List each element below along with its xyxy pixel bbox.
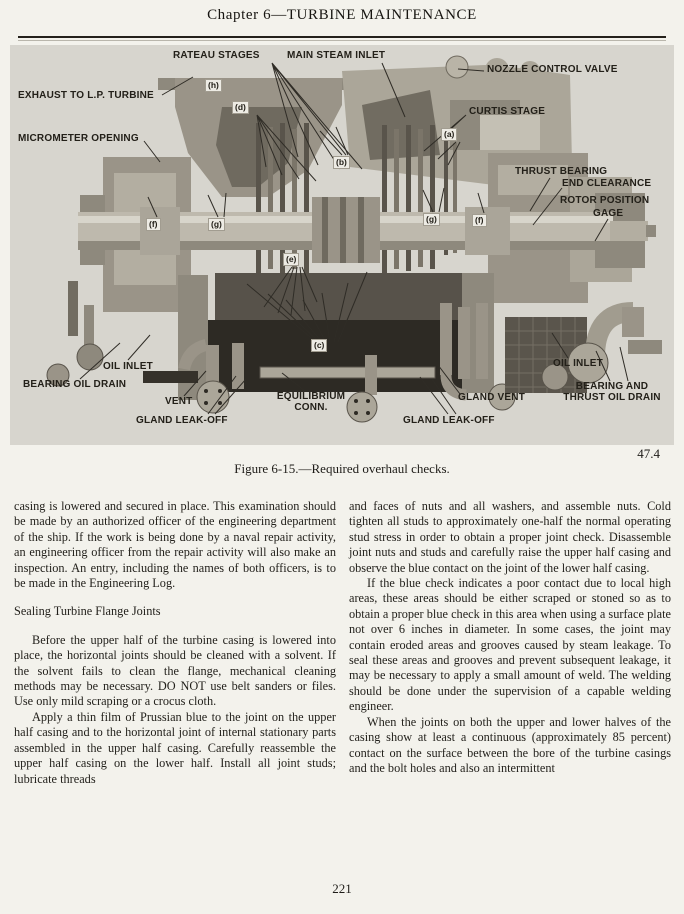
label-rotor-position-gage: GAGE (593, 208, 624, 219)
label-bearing-oil-drain: BEARING OIL DRAIN (23, 379, 127, 390)
section-heading: Sealing Turbine Flange Joints (14, 604, 161, 619)
figure-6-15 (10, 45, 674, 445)
label-equilibrium-line1: EQUILIBRIUM (276, 391, 346, 402)
label-bearing-thrust-line1: BEARING AND (575, 381, 649, 392)
marker-c: (c) (311, 339, 327, 352)
marker-f-left: (f) (146, 218, 161, 231)
marker-a: (a) (441, 128, 457, 141)
label-exhaust-lp-turbine: EXHAUST TO L.P. TURBINE (18, 90, 154, 101)
left-paragraph-2: Before the upper half of the turbine casing is lowered into place, the horizontal joints should be cleaned with a solvent. If the solvent fails to clean the flange, mechanical cleaning methods may be necessary. DO NOT use belt sanders or files. Use only mild scraping or a crocus cloth. (14, 632, 336, 709)
chapter-title: Chapter 6—TURBINE MAINTENANCE (207, 7, 477, 23)
label-bearing-thrust-oil-drain (555, 381, 669, 403)
label-end-clearance: END CLEARANCE (562, 178, 652, 189)
label-rateau-stages: RATEAU STAGES (173, 50, 260, 61)
label-bearing-thrust-line2: THRUST OIL DRAIN (563, 392, 661, 403)
label-oil-inlet-left: OIL INLET (103, 361, 153, 372)
figure-caption: Figure 6-15.—Required overhaul checks. (234, 461, 450, 476)
left-column (14, 499, 336, 787)
marker-g-left: (g) (208, 218, 225, 231)
label-micrometer-opening: MICROMETER OPENING (18, 133, 139, 144)
left-paragraph-3: Apply a thin film of Prussian blue to the joint on the upper half casing and to the horizontal joint of internal stationary parts assembled in the upper half casing. Carefully reassemble the upper half casing on the lower half. Install all joint studs; lubricate threads (14, 709, 336, 786)
label-rotor-position: ROTOR POSITION (560, 195, 650, 206)
right-paragraph-3: When the joints on both the upper and lower halves of the casing show at least a continuous (approximately 85 percent) contact on the surface between the bore of the turbine casings and the bolt holes and also an intermittent (349, 714, 671, 775)
page-number: 221 (332, 881, 352, 896)
marker-b: (b) (333, 156, 350, 169)
right-paragraph-1: and faces of nuts and all washers, and assemble nuts. Cold tighten all studs to approximately one-half the normal operating stud stress in order to obtain a proper joint check. Disassemble joint nuts and studs and carefully raise the upper half casing and observe the blue contact on the joint of the lower half casing. (349, 499, 671, 575)
body-text (14, 499, 672, 787)
marker-e: (e) (283, 253, 299, 266)
figure-ref-number: 47.4 (637, 446, 660, 461)
label-thrust-bearing: THRUST BEARING (515, 166, 608, 177)
label-vent: VENT (165, 396, 193, 407)
right-column (349, 499, 671, 787)
label-main-steam-inlet: MAIN STEAM INLET (287, 50, 386, 61)
label-gland-leak-off-right: GLAND LEAK-OFF (403, 415, 495, 426)
label-gland-leak-off-left: GLAND LEAK-OFF (136, 415, 228, 426)
left-paragraph-1: casing is lowered and secured in place. This examination should be made by an authorized officer of the engineering department of the ship. If the work is being done by a naval repair activity, an engineering officer from the repair activity will also make an inspection. An entry, including the names of both officers, is to be made in the Engineering Log. (14, 499, 336, 591)
header-rule-shadow (18, 40, 666, 41)
marker-f-right: (f) (472, 214, 487, 227)
label-gland-vent: GLAND VENT (458, 392, 525, 403)
header-rule (18, 36, 666, 38)
marker-g-right: (g) (423, 213, 440, 226)
label-oil-inlet-right: OIL INLET (553, 358, 603, 369)
label-nozzle-control-valve: NOZZLE CONTROL VALVE (487, 64, 618, 75)
marker-d: (d) (232, 101, 249, 114)
marker-h: (h) (205, 79, 222, 92)
label-curtis-stage: CURTIS STAGE (469, 106, 546, 117)
right-paragraph-2: If the blue check indicates a poor contact due to local high areas, these areas should be either scraped or stoned so as to obtain a proper blue check in this area when using a surface plate not over 6 inches in diameter. In some cases, the joint may contain eroded areas and grooves caused by steam leakage. To seal these areas and grooves and prevent subsequent leakage, it may be necessary to apply a small amount of weld. The welding should be done under the supervision of a capable welding engineer. (349, 576, 671, 714)
label-equilibrium-conn (265, 391, 357, 413)
label-equilibrium-line2: CONN. (294, 402, 328, 413)
